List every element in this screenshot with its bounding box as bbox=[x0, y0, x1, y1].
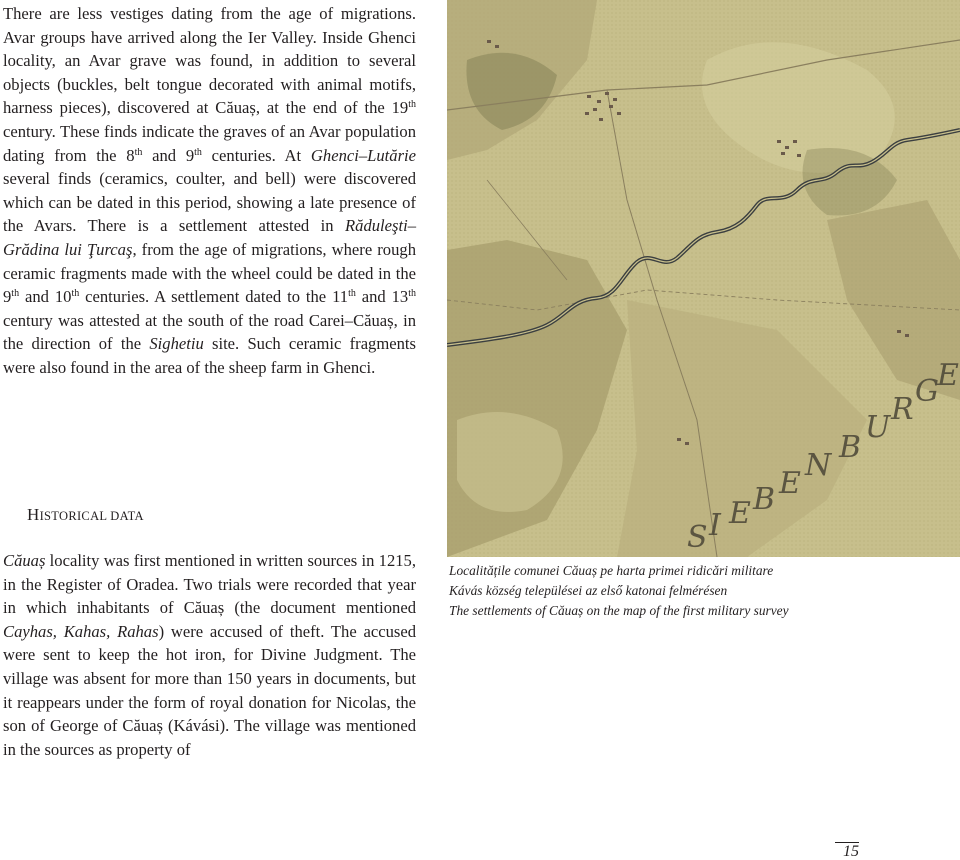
caption-hungarian: Kávás község települései az első katonai felmérésen bbox=[449, 583, 728, 598]
superscript: th bbox=[408, 288, 416, 300]
text-run: and 10 bbox=[19, 287, 72, 307]
superscript: th bbox=[134, 146, 143, 158]
superscript: th bbox=[194, 146, 202, 158]
historical-names: Cayhas, Kahas, Rahas bbox=[3, 621, 159, 641]
caption-english: The settlements of Căuaș on the map of the first military survey bbox=[449, 603, 789, 618]
text-run: locality was first mentioned in written sources in 1215, in the Register of Oradea. Two trials were recorded that year in which inhabitants of Căuaș (the document mentioned bbox=[3, 551, 416, 618]
map-letter: N bbox=[805, 448, 832, 483]
paragraph-historical-data bbox=[3, 549, 416, 761]
map-letter: G bbox=[915, 374, 939, 409]
text-run: centuries. At bbox=[201, 145, 311, 165]
superscript: th bbox=[71, 288, 80, 300]
heading-initial: H bbox=[27, 505, 40, 524]
superscript: th bbox=[11, 288, 20, 300]
section-heading-historical-data bbox=[27, 505, 144, 525]
text-run: , from the age of migrations, where rough ceramic fragments made with the wheel could be dated in the 9 bbox=[3, 239, 416, 307]
text-run: ) were accused of theft. The accused were sent to keep the hot iron, for Divine Judgment. The village was absent for more than 150 years in documents, but it reappears under the form of royal donation for Nicolas, the son of George of Căuaș (Kávási). The village was mentioned in the sources as property of bbox=[3, 621, 417, 759]
text-run: There are less vestiges dating from the age of migrations. Avar groups have arrived along the Ier Valley. Inside Ghenci locality, an Avar grave was found, in addition to several objects (buckles, belt tongue decorated with animal motifs, harness pieces), discovered at Căuaș, at the end of the 19 bbox=[3, 4, 416, 118]
text-run: century was attested at the south of the road Carei–Căuaș, in the direction of the bbox=[3, 310, 416, 354]
paragraph-migration-age bbox=[3, 2, 416, 380]
map-caption bbox=[449, 561, 954, 621]
superscript: th bbox=[408, 99, 416, 111]
page-number: 15 bbox=[835, 842, 859, 860]
superscript: th bbox=[348, 288, 356, 300]
map-letter: B bbox=[753, 482, 776, 517]
map-letter: R bbox=[891, 392, 914, 427]
heading-word: DATA bbox=[106, 509, 144, 523]
text-run: and 9 bbox=[142, 145, 195, 165]
locality-name: Căuaș bbox=[3, 551, 46, 570]
heading-word: ISTORICAL bbox=[39, 509, 107, 523]
map-drawing bbox=[447, 0, 960, 557]
text-run: site. Such ceramic fragments were also found in the area of the sheep farm in Ghenci. bbox=[3, 334, 416, 377]
map-letter: B bbox=[839, 430, 862, 465]
site-name-sighetiu: Sighetiu bbox=[149, 334, 204, 354]
historical-map bbox=[447, 0, 960, 557]
map-letter: S bbox=[687, 520, 708, 555]
text-run: several finds (ceramics, coulter, and bell) were discovered which can be dated in this period, showing a late presence of the Avars. There is a settlement attested in bbox=[3, 169, 416, 236]
map-letter: I bbox=[709, 508, 721, 543]
site-name-ghenci-lutarie: Ghenci–Lutărie bbox=[310, 145, 417, 165]
map-letter: E bbox=[729, 496, 751, 531]
text-run: centuries. A settlement dated to the 11 bbox=[79, 287, 349, 307]
text-run: and 13 bbox=[355, 287, 409, 307]
map-letter: E bbox=[779, 466, 801, 501]
caption-romanian: Localitățile comunei Căuaș pe harta primei ridicări militare bbox=[449, 563, 774, 578]
map-letter: E bbox=[937, 358, 959, 393]
text-run: century. These finds indicate the graves of an Avar population dating from the 8 bbox=[3, 121, 416, 165]
site-name-radulesti: Răduleşti– Grădina lui Ţurcaş bbox=[3, 216, 416, 259]
map-letter: U bbox=[865, 410, 891, 445]
